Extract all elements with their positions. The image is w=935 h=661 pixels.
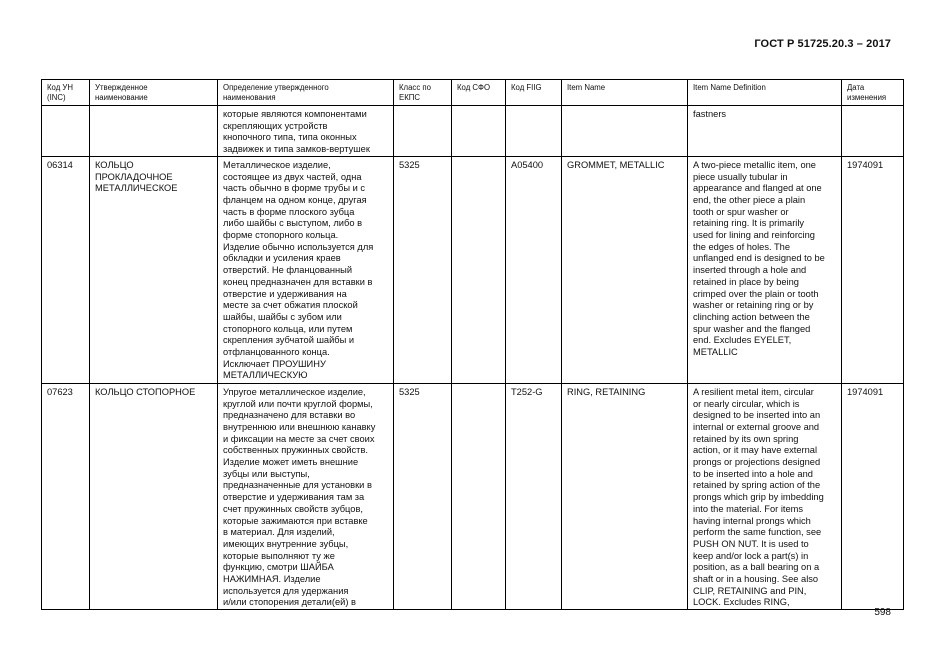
page-number: 598 — [874, 607, 891, 618]
catalog-table — [41, 79, 904, 610]
cell-fiig: T252-G — [506, 383, 562, 609]
column-header-sfo: Код СФО — [452, 80, 506, 106]
cell-name-ru: КОЛЬЦО ПРОКЛАДОЧНОЕ МЕТАЛЛИЧЕСКОЕ — [90, 156, 218, 383]
cell-date: 1974091 — [842, 156, 904, 383]
cell-sfo — [452, 383, 506, 609]
cell-sfo — [452, 106, 506, 157]
cell-name-ru — [90, 106, 218, 157]
table-row — [42, 106, 904, 157]
column-header-date: Дата изменения — [842, 80, 904, 106]
cell-item-name — [562, 106, 688, 157]
cell-sfo — [452, 156, 506, 383]
cell-definition-ru: которые являются компонентами скрепляющих устройств кнопочного типа, типа оконных задвижек и типа замков-вертушек — [218, 106, 394, 157]
cell-class — [394, 106, 452, 157]
cell-class: 5325 — [394, 383, 452, 609]
cell-inc: 07623 — [42, 383, 90, 609]
column-header-fiig: Код FIIG — [506, 80, 562, 106]
column-header-inc: Код УН (INC) — [42, 80, 90, 106]
cell-item-definition: A two-piece metallic item, one piece usually tubular in appearance and flanged at one end, the other piece a plain tooth or spur washer or retaining ring. It is primarily used for lining and reinforcing the edges of holes. The unflanged end is designed to be inserted through a hole and retained in place by being crimped over the plain or tooth washer or retaining ring or by clinching action between the spur washer and the flanged end. Excludes EYELET, METALLIC — [688, 156, 842, 383]
column-header-name-ru: Утвержденное наименование — [90, 80, 218, 106]
cell-definition-ru: Металлическое изделие, состоящее из двух частей, одна часть обычно в форме трубы и с фланцем на одном конце, другая часть в форме плоского зубца либо шайбы с выступом, либо в форме стопорного кольца. Изделие обычно используется для обкладки и усиления краев отверстий. Не фланцованный конец предназначен для вставки в отверстие и удерживания на месте за счет обжатия плоской шайбы, шайбы с зубом или стопорного кольца, или путем скрепления зубчатой шайбы и отфланцованного конца. Исключает ПРОУШИНУ МЕТАЛЛИЧЕСКУЮ — [218, 156, 394, 383]
cell-date — [842, 106, 904, 157]
cell-item-name: GROMMET, METALLIC — [562, 156, 688, 383]
column-header-class: Класс по ЕКПС — [394, 80, 452, 106]
column-header-item-name: Item Name — [562, 80, 688, 106]
table-row — [42, 383, 904, 609]
cell-item-definition: A resilient metal item, circular or nearly circular, which is designed to be inserted into an internal or external groove and retained by its own spring action, or it may have external prongs or projections designed to be inserted into a hole and retained by spring action of the prongs which grip by imbedding into the material. For items having internal prongs which perform the same function, see PUSH ON NUT. It is used to keep and/or lock a part(s) in position, as a ball bearing on a shaft or in a housing. See also CLIP, RETAINING and PIN, LOCK. Excludes RING, — [688, 383, 842, 609]
column-header-item-definition: Item Name Definition — [688, 80, 842, 106]
cell-date: 1974091 — [842, 383, 904, 609]
cell-fiig: A05400 — [506, 156, 562, 383]
cell-item-definition: fastners — [688, 106, 842, 157]
document-header-title: ГОСТ Р 51725.20.3 – 2017 — [754, 38, 891, 50]
cell-name-ru: КОЛЬЦО СТОПОРНОЕ — [90, 383, 218, 609]
cell-item-name: RING, RETAINING — [562, 383, 688, 609]
table-row — [42, 156, 904, 383]
cell-inc — [42, 106, 90, 157]
cell-fiig — [506, 106, 562, 157]
column-header-definition-ru: Определение утвержденного наименования — [218, 80, 394, 106]
table-header-row — [42, 80, 904, 106]
cell-inc: 06314 — [42, 156, 90, 383]
cell-definition-ru: Упругое металлическое изделие, круглой или почти круглой формы, предназначено для вставки во внутреннюю или внешнюю канавку и фиксации на месте за счет своих собственных пружинных свойств. Изделие может иметь внешние зубцы или выступы, предназначенные для установки в отверстие и удерживания там за счет пружинных свойств зубцов, которые зажимаются при вставке в материал. Для изделий, имеющих внутренние зубцы, которые выполняют ту же функцию, смотри ШАЙБА НАЖИМНАЯ. Изделие используется для удержания и/или стопорения детали(ей) в — [218, 383, 394, 609]
cell-class: 5325 — [394, 156, 452, 383]
